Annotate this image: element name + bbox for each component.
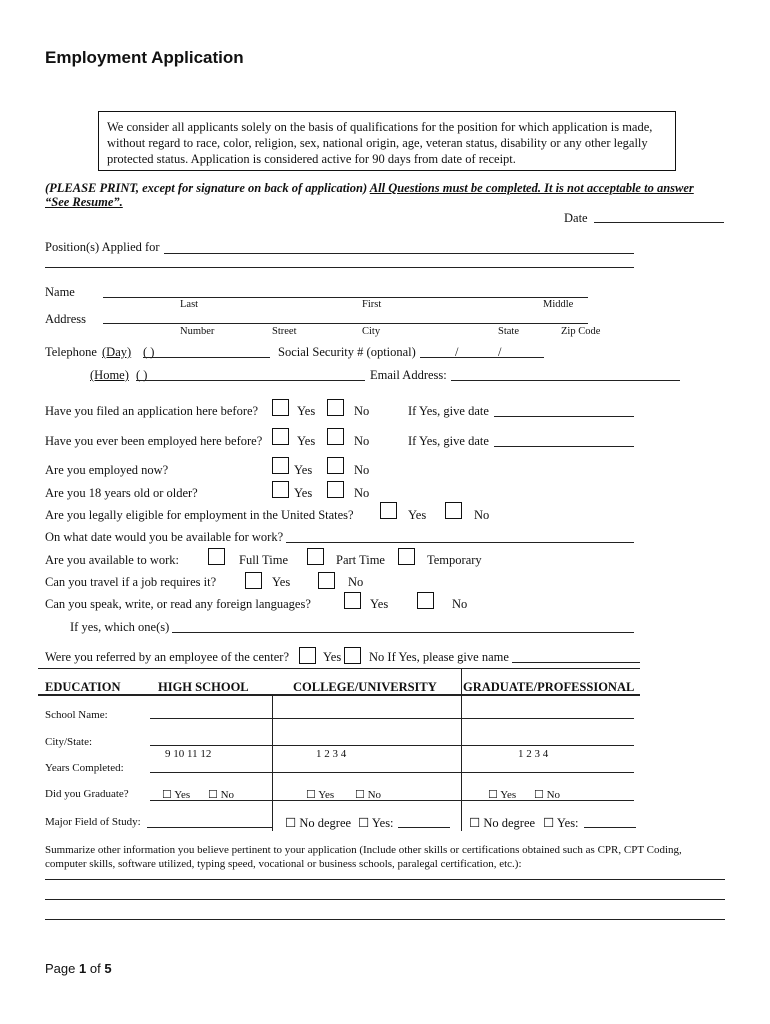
q2-no-checkbox[interactable] bbox=[327, 428, 344, 445]
ssn-slash-1: / bbox=[455, 345, 459, 359]
day-label: (Day) bbox=[102, 345, 132, 359]
q-eligible: Are you legally eligible for employment in the United States? bbox=[45, 508, 354, 522]
q9-yes-checkbox[interactable] bbox=[344, 592, 361, 609]
q8-yes-checkbox[interactable] bbox=[245, 572, 262, 589]
q3-yes-checkbox[interactable] bbox=[272, 457, 289, 474]
day-phone-field[interactable] bbox=[143, 357, 270, 358]
edu-header-rule bbox=[38, 694, 640, 696]
referral-name-field[interactable] bbox=[512, 662, 640, 663]
q4-no-label: No bbox=[354, 486, 370, 500]
eeo-notice: We consider all applicants solely on the basis of qualifications for the position for which application is made, without regard to race, color, religion, sex, national origin, age, veteran status, disability or any other legally protected status. Application is considered active for 90 days from date of receipt. bbox=[98, 111, 676, 171]
instructions-part1: (PLEASE PRINT, except for signature on back of application) bbox=[45, 181, 368, 195]
instructions-part3: “See Resume”. bbox=[45, 195, 123, 209]
q-employed-before: Have you ever been employed here before? bbox=[45, 434, 263, 448]
q11-no-label: No If Yes, please give name bbox=[369, 650, 509, 664]
page-total: 5 bbox=[104, 961, 112, 976]
full-time-label: Full Time bbox=[239, 553, 288, 567]
college-grad-yes[interactable]: ☐ Yes bbox=[306, 789, 335, 801]
q5-yes-label: Yes bbox=[408, 508, 427, 522]
edu-years-rule bbox=[150, 772, 634, 773]
q1-date-field[interactable] bbox=[494, 416, 634, 417]
college-no-degree[interactable]: ☐ No degree bbox=[285, 816, 352, 830]
q3-no-label: No bbox=[354, 463, 370, 477]
hs-grad-no[interactable]: ☐ No bbox=[208, 789, 235, 801]
name-field[interactable] bbox=[103, 297, 588, 298]
hs-major-field[interactable] bbox=[147, 827, 272, 828]
date-field[interactable] bbox=[594, 222, 724, 223]
position-label: Position(s) Applied for bbox=[45, 240, 160, 254]
edu-city-state-field[interactable] bbox=[150, 745, 634, 746]
temporary-label: Temporary bbox=[427, 553, 482, 567]
part-time-label: Part Time bbox=[336, 553, 385, 567]
q-languages: Can you speak, write, or read any foreign languages? bbox=[45, 597, 311, 611]
edu-school-name-label: School Name: bbox=[45, 709, 108, 721]
q1-no-label: No bbox=[354, 404, 370, 418]
part-time-checkbox[interactable] bbox=[307, 548, 324, 565]
instructions-part2: All Questions must be completed. It is not acceptable to answer bbox=[369, 181, 694, 195]
addr-state-label: State bbox=[498, 326, 519, 337]
grad-grad-yes[interactable]: ☐ Yes bbox=[488, 789, 517, 801]
edu-heading: EDUCATION bbox=[45, 680, 121, 694]
summary-prompt: Summarize other information you believe pertinent to your application (Include other skills or certifications obtained such as CPR, CPT Coding, computer skills, software utilized, typing speed, vocational or business schools, paralegal certification, etc.): bbox=[45, 844, 682, 870]
q11-yes-label: Yes bbox=[323, 650, 342, 664]
address-field[interactable] bbox=[103, 323, 588, 324]
date-label: Date bbox=[564, 211, 588, 225]
addr-street-label: Street bbox=[272, 326, 297, 337]
temporary-checkbox[interactable] bbox=[398, 548, 415, 565]
summary-line-2[interactable] bbox=[45, 899, 725, 900]
edu-graduate-label: Did you Graduate? bbox=[45, 788, 129, 800]
address-label: Address bbox=[45, 312, 86, 326]
q-age-18: Are you 18 years old or older? bbox=[45, 486, 198, 500]
q9-yes-label: Yes bbox=[370, 597, 389, 611]
college-yes-degree[interactable]: ☐ Yes: bbox=[358, 816, 394, 830]
q9-no-label: No bbox=[452, 597, 468, 611]
grad-no-degree[interactable]: ☐ No degree bbox=[469, 816, 536, 830]
q2-yes-checkbox[interactable] bbox=[272, 428, 289, 445]
q1-no-checkbox[interactable] bbox=[327, 399, 344, 416]
home-phone-field[interactable] bbox=[136, 380, 365, 381]
grad-yes-degree[interactable]: ☐ Yes: bbox=[543, 816, 579, 830]
name-last-label: Last bbox=[180, 299, 199, 310]
ssn-field[interactable] bbox=[420, 357, 544, 358]
q2-no-label: No bbox=[354, 434, 370, 448]
q-referred: Were you referred by an employee of the center? bbox=[45, 650, 290, 664]
q4-yes-label: Yes bbox=[294, 486, 313, 500]
q3-yes-label: Yes bbox=[294, 463, 313, 477]
q4-no-checkbox[interactable] bbox=[327, 481, 344, 498]
page-title: Employment Application bbox=[45, 48, 244, 67]
edu-years-label: Years Completed: bbox=[45, 762, 124, 774]
college-degree-field[interactable] bbox=[398, 827, 450, 828]
q-filed-before: Have you filed an application here before? bbox=[45, 404, 259, 418]
q5-no-checkbox[interactable] bbox=[445, 502, 462, 519]
college-grad-no[interactable]: ☐ No bbox=[355, 789, 382, 801]
q4-yes-checkbox[interactable] bbox=[272, 481, 289, 498]
q-available-date: On what date would you be available for work? bbox=[45, 530, 284, 544]
home-area-code[interactable]: ( ) bbox=[136, 368, 148, 382]
q2-if-yes-label: If Yes, give date bbox=[408, 434, 489, 448]
q5-yes-checkbox[interactable] bbox=[380, 502, 397, 519]
edu-divider-1 bbox=[272, 694, 273, 831]
edu-top-rule bbox=[38, 668, 640, 669]
telephone-label: Telephone bbox=[45, 345, 97, 359]
edu-col-high: HIGH SCHOOL bbox=[158, 680, 249, 694]
hs-years-options[interactable]: 9 10 11 12 bbox=[165, 748, 212, 760]
home-label: (Home) bbox=[90, 368, 129, 382]
ssn-label: Social Security # (optional) bbox=[278, 345, 416, 359]
grad-grad-no[interactable]: ☐ No bbox=[534, 789, 561, 801]
summary-line-1[interactable] bbox=[45, 879, 725, 880]
page-of: of bbox=[89, 961, 101, 976]
q1-if-yes-label: If Yes, give date bbox=[408, 404, 489, 418]
available-date-field[interactable] bbox=[286, 542, 634, 543]
q8-yes-label: Yes bbox=[272, 575, 291, 589]
q2-yes-label: Yes bbox=[297, 434, 316, 448]
edu-city-state-label: City/State: bbox=[45, 736, 93, 748]
addr-zip-label: Zip Code bbox=[561, 326, 601, 337]
position-field-2[interactable] bbox=[45, 267, 634, 268]
q1-yes-checkbox[interactable] bbox=[272, 399, 289, 416]
edu-col-college: COLLEGE/UNIVERSITY bbox=[293, 680, 437, 694]
edu-major-label: Major Field of Study: bbox=[45, 816, 141, 828]
q11-no-checkbox[interactable] bbox=[344, 647, 361, 664]
instructions bbox=[45, 181, 694, 196]
edu-col-grad: GRADUATE/PROFESSIONAL bbox=[463, 680, 635, 694]
q-employed-now: Are you employed now? bbox=[45, 463, 169, 477]
addr-city-label: City bbox=[362, 326, 381, 337]
name-first-label: First bbox=[362, 299, 382, 310]
ssn-slash-2: / bbox=[498, 345, 502, 359]
edu-graduate-rule bbox=[150, 800, 634, 801]
page-footer bbox=[45, 961, 112, 976]
summary-line-3[interactable] bbox=[45, 919, 725, 920]
hs-grad-yes[interactable]: ☐ Yes bbox=[162, 789, 191, 801]
q5-no-label: No bbox=[474, 508, 490, 522]
q9-no-checkbox[interactable] bbox=[417, 592, 434, 609]
college-years-options[interactable]: 1 2 3 4 bbox=[316, 748, 347, 760]
position-field[interactable] bbox=[164, 253, 634, 254]
addr-number-label: Number bbox=[180, 326, 215, 337]
grad-years-options[interactable]: 1 2 3 4 bbox=[518, 748, 549, 760]
q-which-languages: If yes, which one(s) bbox=[70, 620, 170, 634]
edu-divider-2 bbox=[461, 668, 462, 831]
q8-no-checkbox[interactable] bbox=[318, 572, 335, 589]
q1-yes-label: Yes bbox=[297, 404, 316, 418]
full-time-checkbox[interactable] bbox=[208, 548, 225, 565]
q3-no-checkbox[interactable] bbox=[327, 457, 344, 474]
q2-date-field[interactable] bbox=[494, 446, 634, 447]
email-label: Email Address: bbox=[370, 368, 447, 382]
q8-no-label: No bbox=[348, 575, 364, 589]
q-travel: Can you travel if a job requires it? bbox=[45, 575, 217, 589]
q11-yes-checkbox[interactable] bbox=[299, 647, 316, 664]
edu-school-name-field[interactable] bbox=[150, 718, 634, 719]
grad-degree-field[interactable] bbox=[584, 827, 636, 828]
languages-field[interactable] bbox=[172, 632, 634, 633]
name-label: Name bbox=[45, 285, 75, 299]
day-area-code[interactable]: ( ) bbox=[143, 345, 155, 359]
page-label: Page bbox=[45, 961, 76, 976]
name-middle-label: Middle bbox=[543, 299, 574, 310]
page-number: 1 bbox=[79, 961, 87, 976]
email-field[interactable] bbox=[451, 380, 680, 381]
q-available-work: Are you available to work: bbox=[45, 553, 179, 567]
